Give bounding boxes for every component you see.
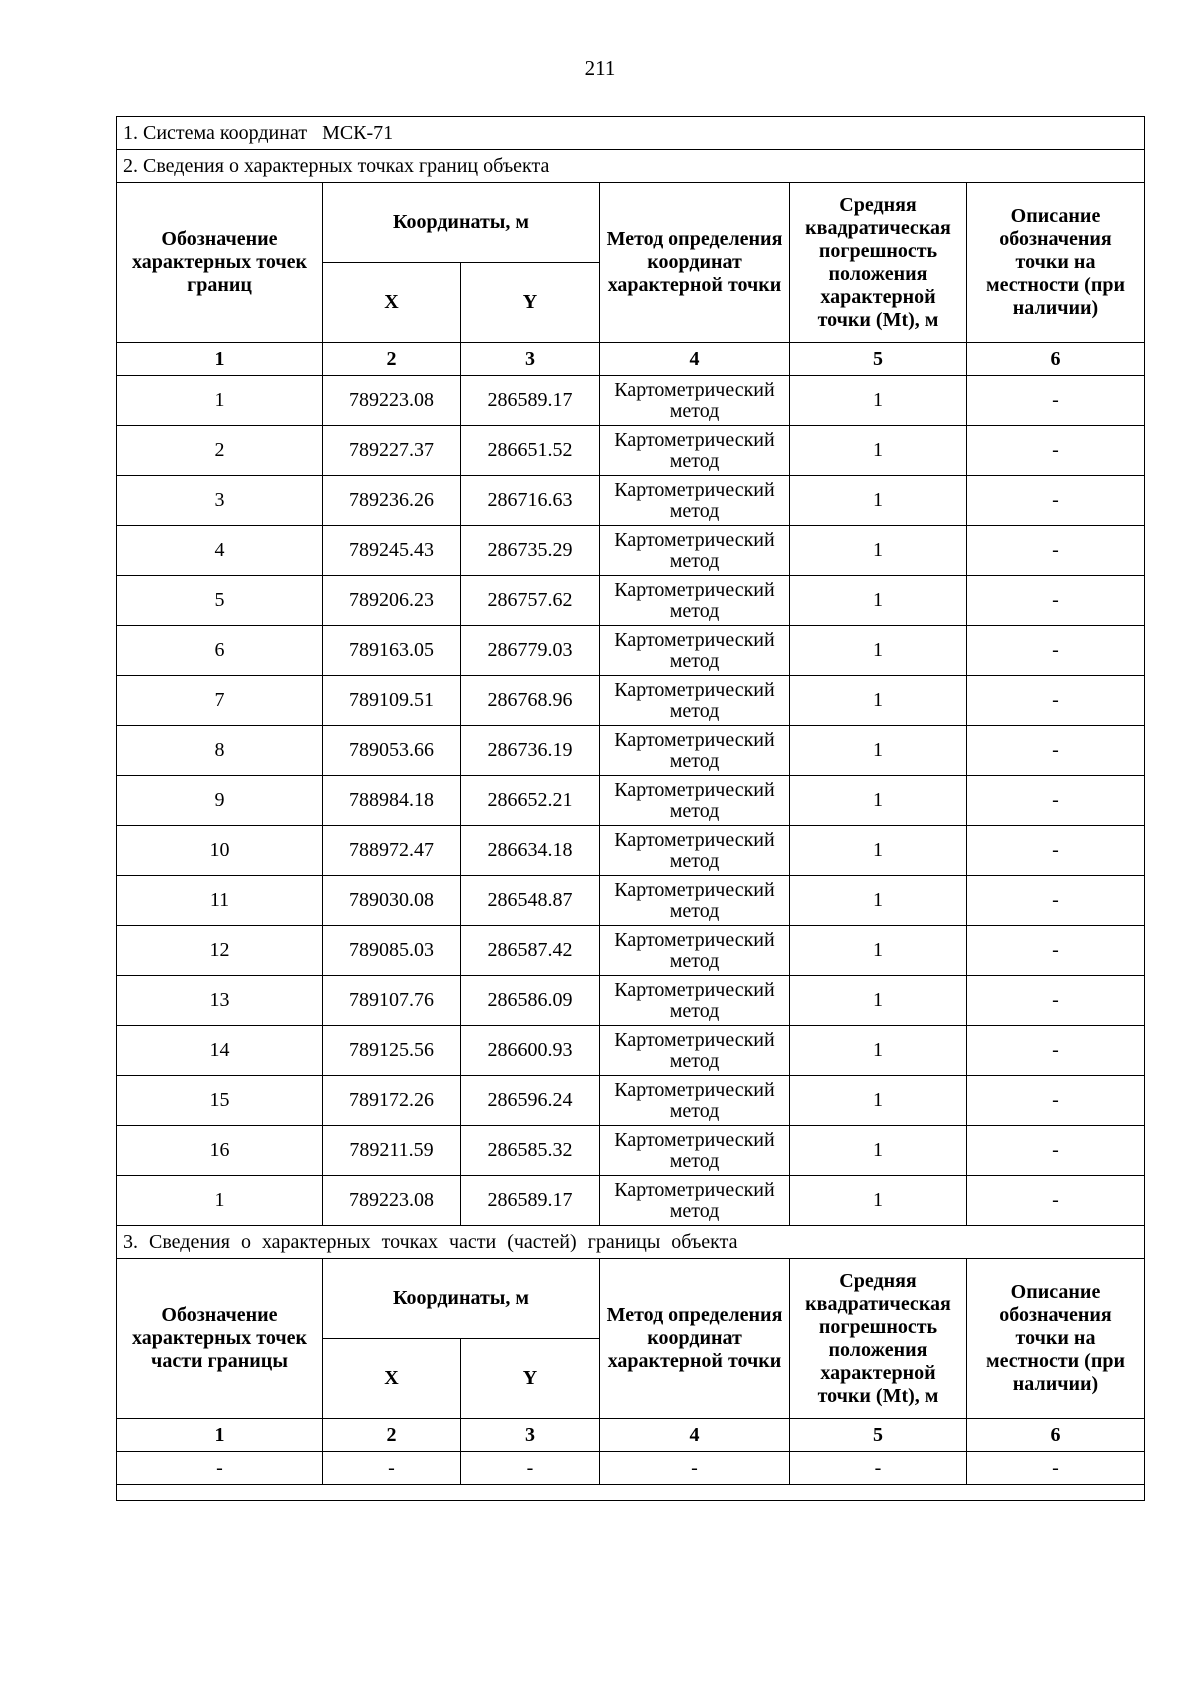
t1-cell-error: 1 [790,426,967,476]
t2-colnum-5: 5 [790,1419,967,1452]
table-row [117,1126,1145,1176]
t1-cell-point: 14 [117,1026,323,1076]
t1-cell-y: 286757.62 [461,576,600,626]
t1-cell-x: 789245.43 [323,526,461,576]
t1-cell-y: 286652.21 [461,776,600,826]
t1-header-desc: Описание обозначения точки на местности (при наличии) [967,183,1145,343]
t2-colnum-6: 6 [967,1419,1145,1452]
t1-cell-method: Картометрический метод [600,976,790,1026]
t1-cell-desc: - [967,826,1145,876]
coordinate-system-label: 1. Система координат [123,121,308,144]
t1-cell-point: 1 [117,1176,323,1226]
t1-cell-desc: - [967,676,1145,726]
t1-cell-x: 789163.05 [323,626,461,676]
t1-cell-point: 16 [117,1126,323,1176]
t1-header-x: X [323,263,461,343]
t2-header-y: Y [461,1339,600,1419]
t1-cell-x: 789125.56 [323,1026,461,1076]
t1-cell-error: 1 [790,726,967,776]
t2-cell-error: - [790,1452,967,1485]
coordinate-system-row [117,117,1145,150]
t1-cell-y: 286736.19 [461,726,600,776]
t1-header-method: Метод определения координат характерной точки [600,183,790,343]
t1-cell-point: 2 [117,426,323,476]
table-row [117,926,1145,976]
t1-colnum-4: 4 [600,343,790,376]
t1-cell-x: 788984.18 [323,776,461,826]
t1-cell-point: 7 [117,676,323,726]
t1-cell-desc: - [967,576,1145,626]
t1-cell-x: 788972.47 [323,826,461,876]
t1-cell-x: 789236.26 [323,476,461,526]
t1-cell-method: Картометрический метод [600,1176,790,1226]
t1-cell-error: 1 [790,1076,967,1126]
t1-cell-method: Картометрический метод [600,626,790,676]
table-row [117,976,1145,1026]
t1-cell-x: 789223.08 [323,376,461,426]
t1-cell-method: Картометрический метод [600,926,790,976]
t2-cell-x: - [323,1452,461,1485]
t1-cell-method: Картометрический метод [600,1026,790,1076]
t1-cell-point: 1 [117,376,323,426]
table-row [117,376,1145,426]
t1-cell-x: 789085.03 [323,926,461,976]
coordinate-system-value: МСК-71 [322,121,394,144]
t1-cell-y: 286634.18 [461,826,600,876]
t2-colnum-2: 2 [323,1419,461,1452]
t1-cell-y: 286589.17 [461,376,600,426]
t1-cell-y: 286716.63 [461,476,600,526]
t1-cell-y: 286548.87 [461,876,600,926]
table-row [117,676,1145,726]
t1-cell-error: 1 [790,476,967,526]
t1-cell-method: Картометрический метод [600,1126,790,1176]
t1-cell-y: 286586.09 [461,976,600,1026]
t1-cell-method: Картометрический метод [600,476,790,526]
t1-cell-point: 11 [117,876,323,926]
t2-header-error: Средняя квадратическая погрешность положения характерной точки (Mt), м [790,1259,967,1419]
t1-cell-desc: - [967,776,1145,826]
t1-cell-point: 3 [117,476,323,526]
t1-cell-desc: - [967,626,1145,676]
table-row [117,476,1145,526]
t1-cell-y: 286735.29 [461,526,600,576]
t2-header-method: Метод определения координат характерной точки [600,1259,790,1419]
table-row [117,1026,1145,1076]
t2-cell-method: - [600,1452,790,1485]
t1-cell-method: Картометрический метод [600,776,790,826]
t1-header-y: Y [461,263,600,343]
t2-colnum-3: 3 [461,1419,600,1452]
section3-title: 3. Сведения о характерных точках части (частей) границы объекта [117,1226,1145,1259]
t1-cell-method: Картометрический метод [600,876,790,926]
t2-header-desc: Описание обозначения точки на местности (при наличии) [967,1259,1145,1419]
t1-cell-point: 12 [117,926,323,976]
t1-cell-x: 789030.08 [323,876,461,926]
t1-cell-error: 1 [790,976,967,1026]
t1-cell-point: 4 [117,526,323,576]
t1-cell-error: 1 [790,576,967,626]
t2-column-numbers [117,1419,1145,1452]
t1-cell-point: 10 [117,826,323,876]
t1-cell-desc: - [967,376,1145,426]
t2-cell-point: - [117,1452,323,1485]
table-row [117,1176,1145,1226]
t1-cell-method: Картометрический метод [600,376,790,426]
t1-cell-error: 1 [790,526,967,576]
t1-cell-error: 1 [790,826,967,876]
t1-cell-error: 1 [790,676,967,726]
table-row [117,826,1145,876]
t1-header-error: Средняя квадратическая погрешность положения характерной точки (Mt), м [790,183,967,343]
table-row [117,876,1145,926]
t1-cell-error: 1 [790,376,967,426]
t1-cell-x: 789107.76 [323,976,461,1026]
t2-cell-y: - [461,1452,600,1485]
t1-cell-desc: - [967,1126,1145,1176]
t1-cell-desc: - [967,976,1145,1026]
table-row [117,726,1145,776]
t1-cell-x: 789227.37 [323,426,461,476]
t1-cell-y: 286596.24 [461,1076,600,1126]
t1-cell-point: 6 [117,626,323,676]
section2-title: 2. Сведения о характерных точках границ объекта [117,150,1145,183]
t1-cell-point: 5 [117,576,323,626]
t1-cell-error: 1 [790,926,967,976]
t1-cell-error: 1 [790,876,967,926]
page-number: 211 [584,56,616,80]
t1-cell-x: 789206.23 [323,576,461,626]
t2-header-coords: Координаты, м [323,1259,600,1339]
t1-cell-method: Картометрический метод [600,426,790,476]
t1-colnum-1: 1 [117,343,323,376]
t1-cell-method: Картометрический метод [600,826,790,876]
t2-header-point: Обозначение характерных точек части границы [117,1259,323,1419]
t1-cell-error: 1 [790,626,967,676]
t1-cell-x: 789053.66 [323,726,461,776]
t1-cell-point: 15 [117,1076,323,1126]
t2-header-x: X [323,1339,461,1419]
t1-cell-y: 286779.03 [461,626,600,676]
t1-cell-method: Картометрический метод [600,526,790,576]
t1-cell-y: 286589.17 [461,1176,600,1226]
t1-cell-desc: - [967,926,1145,976]
t1-cell-error: 1 [790,1176,967,1226]
table-row [117,576,1145,626]
table-row [117,526,1145,576]
t1-cell-point: 9 [117,776,323,826]
t1-cell-y: 286600.93 [461,1026,600,1076]
t1-cell-y: 286768.96 [461,676,600,726]
t1-cell-point: 13 [117,976,323,1026]
table-row [117,1076,1145,1126]
t1-cell-y: 286585.32 [461,1126,600,1176]
t1-cell-desc: - [967,426,1145,476]
boundary-points-table [116,116,1145,1501]
t1-cell-desc: - [967,476,1145,526]
t1-cell-y: 286651.52 [461,426,600,476]
t2-cell-desc: - [967,1452,1145,1485]
t1-cell-x: 789109.51 [323,676,461,726]
table-row [117,426,1145,476]
t1-cell-error: 1 [790,1026,967,1076]
t1-cell-point: 8 [117,726,323,776]
table-end-cell [117,1485,1145,1501]
t1-header-point: Обозначение характерных точек границ [117,183,323,343]
t1-header-coords: Координаты, м [323,183,600,263]
t1-cell-method: Картометрический метод [600,1076,790,1126]
t1-cell-x: 789223.08 [323,1176,461,1226]
t1-cell-method: Картометрический метод [600,676,790,726]
t2-colnum-4: 4 [600,1419,790,1452]
t1-cell-desc: - [967,1176,1145,1226]
t1-cell-method: Картометрический метод [600,576,790,626]
t1-colnum-5: 5 [790,343,967,376]
t1-cell-desc: - [967,726,1145,776]
t1-cell-method: Картометрический метод [600,726,790,776]
table-row [117,626,1145,676]
t1-cell-y: 286587.42 [461,926,600,976]
t1-colnum-3: 3 [461,343,600,376]
t1-colnum-6: 6 [967,343,1145,376]
t1-cell-error: 1 [790,776,967,826]
t1-colnum-2: 2 [323,343,461,376]
t1-cell-error: 1 [790,1126,967,1176]
t1-cell-x: 789172.26 [323,1076,461,1126]
t2-row [117,1452,1145,1485]
table-end-row [117,1485,1145,1501]
t1-cell-desc: - [967,876,1145,926]
t1-cell-desc: - [967,1076,1145,1126]
t1-cell-desc: - [967,526,1145,576]
t1-cell-desc: - [967,1026,1145,1076]
t2-colnum-1: 1 [117,1419,323,1452]
table-row [117,776,1145,826]
t1-cell-x: 789211.59 [323,1126,461,1176]
t1-column-numbers [117,343,1145,376]
